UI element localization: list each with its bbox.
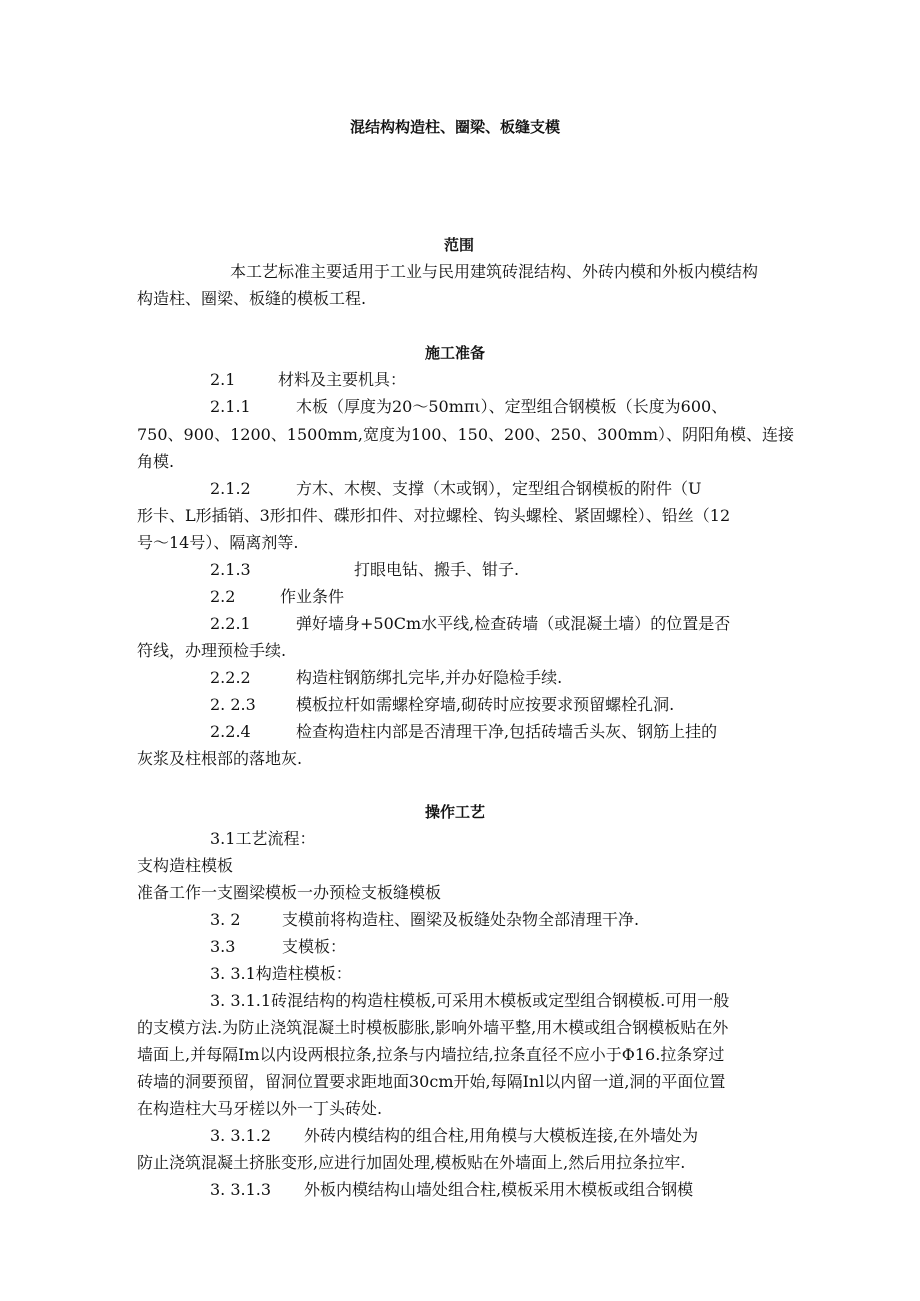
item-number: 2.2.1 <box>210 614 251 633</box>
item-text: 打眼电钻、搬手、钳子. <box>354 560 520 579</box>
item-number: 3. 2 <box>210 910 241 929</box>
item-text: 角模. <box>137 452 175 471</box>
item-text: 符线，办理预检手续. <box>137 641 287 660</box>
item-text: 材料及主要机具： <box>278 370 407 389</box>
item-text: 模板拉杆如需螺栓穿墙,砌砖时应按要求预留螺栓孔洞. <box>296 695 675 714</box>
item-text: 形卡、L形插销、3形扣件、碟形扣件、对拉螺栓、钩头螺栓、紧固螺栓）、铅丝（12 <box>137 506 731 525</box>
item-text: 防止浇筑混凝土挤胀变形,应进行加固处理,模板贴在外墙面上,然后用拉条拉牢. <box>137 1153 686 1172</box>
item-text: 的支模方法.为防止浇筑混凝土时模板膨胀,影响外墙平整,用木模或组合钢模板贴在外 <box>137 1018 729 1037</box>
item-text: 墙面上,并每隔Im以内设两根拉条,拉条与内墙拉结,拉条直径不应小于Φ16.拉条穿过 <box>137 1045 725 1064</box>
item-text: 在构造柱大马牙槎以外一丁头砖处. <box>137 1099 383 1118</box>
section-heading-process: 操作工艺 <box>425 803 486 821</box>
item-number: 3. 3.1.2 <box>210 1126 272 1145</box>
item-text: 灰浆及柱根部的落地灰. <box>137 749 303 768</box>
item-number: 2.2 <box>210 587 236 606</box>
item-text: 外砖内模结构的组合柱,用角模与大模板连接,在外墙处为 <box>304 1126 699 1145</box>
item-number: 3.3 <box>210 937 236 956</box>
item-text: 构造柱钢筋绑扎完毕,并办好隐检手续. <box>296 668 563 687</box>
item-number: 2. 2.3 <box>210 695 256 714</box>
item-text: 外板内模结构山墙处组合柱,模板采用木模板或组合钢模 <box>304 1180 694 1199</box>
item-number: 2.1.2 <box>210 479 251 498</box>
item-text: 方木、木楔、支撑（木或钢），定型组合钢模板的附件（U <box>296 479 702 498</box>
item-number: 3. 3.1.3 <box>210 1180 272 1199</box>
section-heading-preparation: 施工准备 <box>425 344 486 362</box>
item-text: 木板（厚度为20～50mπι）、定型组合钢模板（长度为600、 <box>296 397 728 416</box>
item-text: 750、900、1200、1500mm,宽度为100、150、200、250、300mm）、阴阳角模、连接 <box>137 425 794 444</box>
section-heading-scope: 范围 <box>444 236 475 254</box>
item-text: 砖墙的洞要预留，留洞位置要求距地面30cm开始,每隔Inl以内留一道,洞的平面位置 <box>137 1072 726 1091</box>
paragraph-line: 本工艺标准主要适用于工业与民用建筑砖混结构、外砖内模和外板内模结构 <box>230 262 759 281</box>
item-number: 2.1 <box>210 370 236 389</box>
item-number: 2.1.1 <box>210 397 251 416</box>
item-text: 弹好墙身+50Cm水平线,检查砖墙（或混凝土墙）的位置是否 <box>296 614 731 633</box>
item-number: 2.1.3 <box>210 560 251 579</box>
paragraph-line: 构造柱、圈梁、板缝的模板工程. <box>137 289 367 308</box>
item-text: 支模前将构造柱、圈梁及板缝处杂物全部清理干净. <box>282 910 640 929</box>
item-number: 2.2.4 <box>210 722 251 741</box>
item-text: 3. 3.1构造柱模板： <box>210 964 352 983</box>
item-number: 2.2.2 <box>210 668 251 687</box>
item-text: 3. 3.1.1砖混结构的构造柱模板,可采用木模板或定型组合钢模板.可用一般 <box>210 991 730 1010</box>
flow-line: 准备工作一支圈梁模板一办预检支板缝模板 <box>137 883 442 902</box>
document-title: 混结构构造柱、圈梁、板缝支模 <box>350 118 561 136</box>
item-text: 作业条件 <box>280 587 345 606</box>
item-text: 3.1工艺流程： <box>210 829 316 848</box>
flow-line: 支构造柱模板 <box>137 856 234 875</box>
item-text: 支模板： <box>282 937 347 956</box>
item-text: 检查构造柱内部是否清理干净,包括砖墙舌头灰、钢筋上挂的 <box>296 722 718 741</box>
item-text: 号～14号）、隔离剂等. <box>137 533 299 552</box>
